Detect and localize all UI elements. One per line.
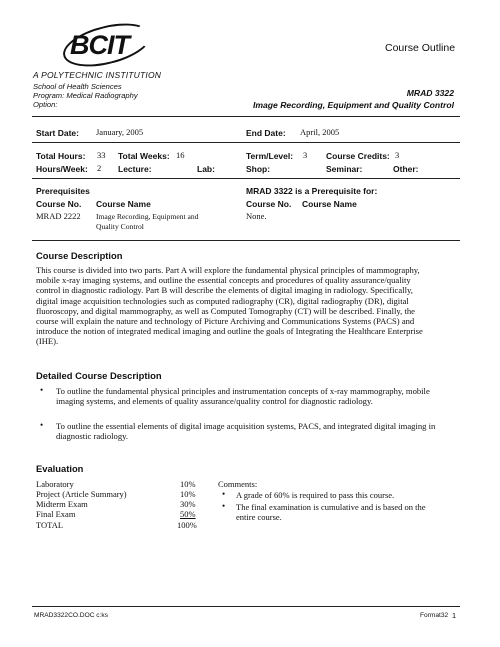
prereq-col-name: Course Name	[96, 199, 151, 209]
prereq-for-col-no: Course No.	[246, 199, 292, 209]
shop-label: Shop:	[246, 164, 271, 174]
footer-format: Format32	[420, 612, 449, 619]
prereq-row-name-1: Image Recording, Equipment and	[96, 212, 199, 221]
detailed-description-heading: Detailed Course Description	[36, 370, 162, 381]
comment-1: A grade of 60% is required to pass this course.	[236, 490, 395, 500]
bullet-icon: •	[222, 489, 226, 499]
option-label: Option:	[33, 100, 58, 109]
detailed-bullet-1-line: To outline the fundamental physical principles and instrumentation concepts of x-ray mammography, mobile	[56, 386, 430, 396]
end-date-value: April, 2005	[300, 127, 340, 137]
description-line: introduce the notion of integrated medical imaging and outline the goals of Integrating the Healthcare Enterprise	[36, 326, 423, 337]
detailed-bullet-2-line: To outline the essential elements of digital image acquisition systems, PACS, and integrated digital imaging in	[56, 421, 436, 431]
description-line: mobile x-ray imaging systems, and outline the essential concepts and procedures of quality assurance/quality	[36, 275, 411, 286]
evaluation-label: Midterm Exam	[36, 499, 88, 509]
comments-label: Comments:	[218, 479, 258, 489]
footer-rule	[32, 606, 460, 607]
school-name: School of Health Sciences	[33, 82, 122, 91]
evaluation-label: Final Exam	[36, 509, 76, 519]
evaluation-percent: 10%	[180, 479, 196, 489]
bullet-icon: •	[40, 385, 44, 395]
course-credits-label: Course Credits:	[326, 151, 390, 161]
term-level-value: 3	[303, 150, 308, 160]
course-code: MRAD 3322	[406, 88, 454, 98]
prereq-for-heading: MRAD 3322 is a Prerequisite for:	[246, 186, 378, 196]
hours-week-label: Hours/Week:	[36, 164, 88, 174]
bcit-logo	[60, 24, 152, 66]
info-rule-2	[32, 178, 460, 179]
bullet-icon: •	[40, 420, 44, 430]
total-hours-label: Total Hours:	[36, 151, 86, 161]
prereq-for-value: None.	[246, 211, 267, 221]
evaluation-total-label: TOTAL	[36, 520, 64, 530]
total-hours-value: 33	[97, 150, 106, 160]
evaluation-heading: Evaluation	[36, 463, 84, 474]
prereq-rule	[32, 240, 460, 241]
other-label: Other:	[393, 164, 419, 174]
lecture-label: Lecture:	[118, 164, 152, 174]
prereq-row-no: MRAD 2222	[36, 211, 81, 221]
course-description-heading: Course Description	[36, 250, 123, 261]
description-line: control in diagnostic radiology. Part B will describe the elements of digital imaging in radiology. Specifically,	[36, 285, 413, 296]
start-date-label: Start Date:	[36, 128, 79, 138]
description-line: digital image acquisition technologies such as computed radiography (CR), digital radiography (DR), digital	[36, 295, 409, 306]
footer-filename: MRAD3322CO.DOC c:ks	[34, 612, 109, 619]
description-line: course will explain the nature and technology of Picture Archiving and Communications Systems (PACS) and	[36, 316, 415, 327]
evaluation-percent: 30%	[180, 499, 196, 509]
page-number: 1	[452, 611, 457, 620]
bullet-icon: •	[222, 501, 226, 511]
course-title: Image Recording, Equipment and Quality Control	[252, 100, 454, 110]
description-line: fluoroscopy, and digital mammography, as well as Computed Tomography (CT) will be described. Finally, the	[36, 305, 415, 316]
evaluation-percent: 50%	[180, 509, 196, 519]
detailed-bullet-1	[56, 386, 466, 406]
description-line: (IHE).	[36, 336, 59, 347]
seminar-label: Seminar:	[326, 164, 363, 174]
hours-week-value: 2	[97, 163, 102, 173]
detailed-bullet-1-line: imaging systems, and elements of quality assurance/quality control for diagnostic radiology.	[56, 396, 373, 407]
header-rule	[32, 116, 460, 117]
evaluation-label: Project (Article Summary)	[36, 489, 127, 499]
institution-tagline: A POLYTECHNIC INSTITUTION	[33, 70, 162, 80]
prerequisites-heading: Prerequisites	[36, 186, 90, 196]
end-date-label: End Date:	[246, 128, 286, 138]
logo-text: BCIT	[70, 30, 129, 60]
description-line: This course is divided into two parts. Part A will explore the fundamental physical principles of mammography,	[36, 265, 420, 275]
program-name: Program: Medical Radiography	[33, 91, 138, 100]
detailed-bullet-2	[56, 421, 466, 441]
comment-2-line-1: The final examination is cumulative and is based on the	[236, 502, 426, 512]
prereq-row-name-2: Quality Control	[96, 222, 144, 231]
detailed-bullet-2-line: diagnostic radiology.	[56, 431, 128, 442]
course-description-body	[36, 265, 466, 347]
total-weeks-label: Total Weeks:	[118, 151, 170, 161]
prereq-for-col-name: Course Name	[302, 199, 357, 209]
evaluation-percent: 10%	[180, 489, 196, 499]
evaluation-label: Laboratory	[36, 479, 74, 489]
total-weeks-value: 16	[176, 150, 185, 160]
lab-label: Lab:	[197, 164, 215, 174]
start-date-value: January, 2005	[96, 127, 144, 137]
doc-type: Course Outline	[385, 42, 456, 54]
prereq-col-no: Course No.	[36, 199, 82, 209]
term-level-label: Term/Level:	[246, 151, 294, 161]
info-rule-1	[32, 142, 460, 143]
comment-2-line-2: entire course.	[236, 512, 282, 522]
course-credits-value: 3	[395, 150, 400, 160]
evaluation-total-percent: 100%	[177, 520, 197, 530]
